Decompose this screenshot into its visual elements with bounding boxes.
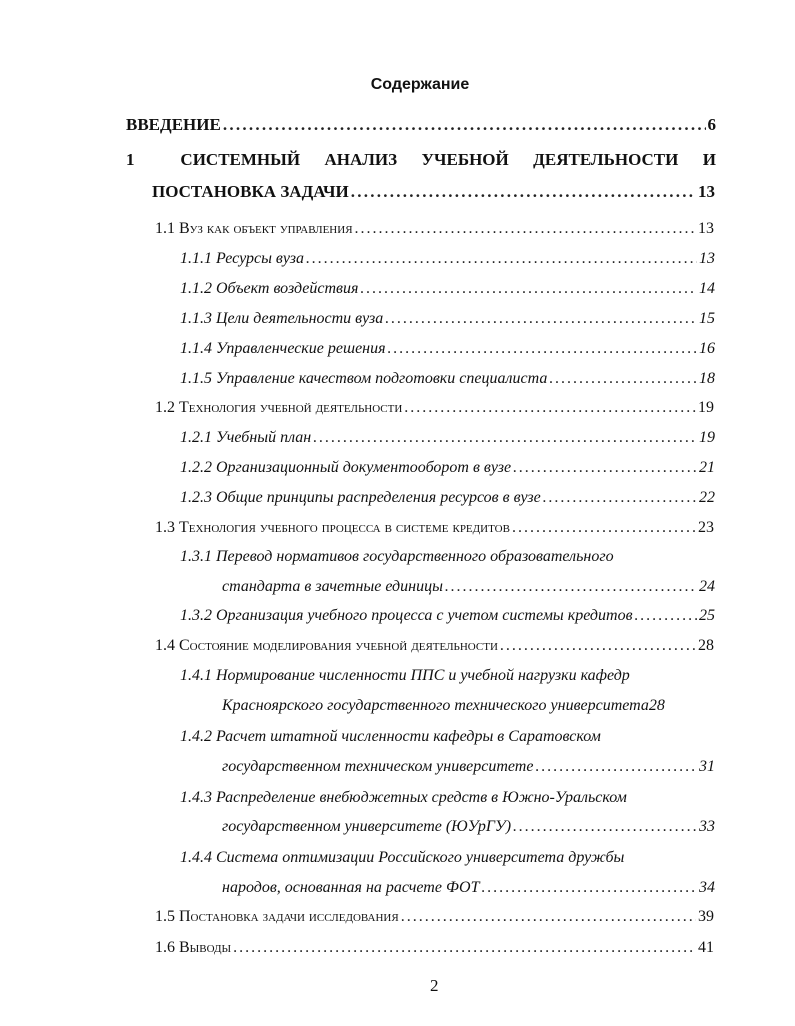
- toc-entry-page: 19: [698, 399, 714, 416]
- toc-entry-label: 1.2.1 Учебный план: [180, 429, 312, 446]
- toc-entry-label: 1.1 Вуз как объект управления: [155, 220, 353, 237]
- toc-entry-label: государственном техническом университете: [222, 758, 534, 775]
- chapter-word: СИСТЕМНЫЙ: [180, 150, 301, 169]
- toc-entry-1-4-3-line2[interactable]: [222, 817, 715, 837]
- toc-entry-label: 1.6 Выводы: [155, 939, 232, 956]
- toc-entry-1-4-1-line1[interactable]: 1.4.1 Нормирование численности ППС и учебной нагрузки кафедр: [180, 667, 630, 684]
- toc-entry-label: 1.2 Технология учебной деятельности: [155, 399, 403, 416]
- toc-entry-1-5[interactable]: [155, 907, 714, 927]
- leader-dots: [445, 577, 697, 597]
- toc-entry-page: 19: [699, 429, 715, 446]
- toc-entry-1-4-4-line2[interactable]: [222, 878, 715, 898]
- toc-entry-1-4-3-line1[interactable]: 1.4.3 Распределение внебюджетных средств в Южно-Уральском: [180, 789, 627, 806]
- leader-dots: [351, 182, 696, 202]
- toc-entry-1-1-3[interactable]: [180, 309, 715, 329]
- leader-dots: [513, 817, 697, 837]
- toc-entry-label: 1.2.2 Организационный документооборот в вузе: [180, 459, 512, 476]
- toc-entry-page: 24: [699, 578, 715, 595]
- toc-entry-1-6[interactable]: [155, 938, 714, 958]
- toc-entry-page: 28: [648, 697, 665, 714]
- toc-entry-1-4[interactable]: [155, 636, 714, 656]
- toc-entry-label: 1.5 Постановка задачи исследования: [155, 908, 399, 925]
- toc-entry-label: 1.1.2 Объект воздействия: [180, 280, 359, 297]
- chapter-word: УЧЕБНОЙ: [421, 150, 509, 169]
- toc-entry-1-2[interactable]: [155, 398, 714, 418]
- toc-entry-page: 15: [699, 310, 715, 327]
- toc-entry-1-4-1-line2[interactable]: [222, 696, 715, 716]
- leader-dots: [481, 878, 697, 898]
- toc-entry-1-4-2-line2[interactable]: [222, 757, 715, 777]
- chapter-word: АНАЛИЗ: [324, 150, 398, 169]
- toc-entry-label: 1.1.3 Цели деятельности вуза: [180, 310, 384, 327]
- leader-dots: [404, 398, 696, 418]
- toc-entry-label: 1.2.3 Общие принципы распределения ресурсов в вузе: [180, 489, 541, 506]
- toc-entry-page: 25: [699, 607, 715, 624]
- toc-entry-label: 1.1.4 Управленческие решения: [180, 340, 386, 357]
- toc-entry-1-4-4-line1[interactable]: 1.4.4 Система оптимизации Российского университета дружбы: [180, 849, 625, 866]
- toc-entry-1-1-5[interactable]: [180, 369, 715, 389]
- toc-entry-1-3-1-line1[interactable]: 1.3.1 Перевод нормативов государственного образовательного: [180, 548, 614, 565]
- leader-dots: [535, 757, 697, 777]
- leader-dots: [388, 339, 697, 359]
- toc-entry-label: государственном университете (ЮУрГУ): [222, 818, 512, 835]
- leader-dots: [223, 115, 706, 135]
- toc-entry-page: 6: [707, 115, 716, 134]
- toc-entry-label: 1.1.5 Управление качеством подготовки специалиста: [180, 370, 548, 387]
- toc-entry-1-3[interactable]: [155, 518, 714, 538]
- toc-entry-1-4-2-line1[interactable]: 1.4.2 Расчет штатной численности кафедры в Саратовском: [180, 728, 601, 745]
- toc-entry-page: 33: [699, 818, 715, 835]
- chapter-word: И: [702, 150, 716, 169]
- page-title: Содержание: [370, 76, 470, 93]
- leader-dots: [500, 636, 696, 656]
- leader-dots: [385, 309, 697, 329]
- leader-dots: [313, 428, 697, 448]
- chapter-word: ДЕЯТЕЛЬНОСТИ: [533, 150, 679, 169]
- toc-entry-label: 1.3 Технология учебного процесса в системе кредитов: [155, 519, 510, 536]
- toc-entry-introduction[interactable]: [126, 115, 716, 135]
- toc-entry-page: 21: [699, 459, 715, 476]
- leader-dots: [355, 219, 696, 239]
- toc-entry-page: 34: [699, 879, 715, 896]
- toc-entry-page: 13: [698, 220, 714, 237]
- toc-entry-page: 18: [699, 370, 715, 387]
- toc-entry-page: 13: [699, 250, 715, 267]
- toc-entry-1-2-2[interactable]: [180, 458, 715, 478]
- toc-entry-page: 31: [699, 758, 715, 775]
- toc-chapter-1-line2[interactable]: [152, 182, 715, 202]
- leader-dots: [635, 606, 697, 626]
- leader-dots: [512, 518, 696, 538]
- toc-entry-1-3-2[interactable]: [180, 606, 715, 626]
- toc-entry-label: Красноярского государственного технического университета: [222, 697, 649, 714]
- toc-entry-1-2-3[interactable]: [180, 488, 715, 508]
- toc-entry-page: 22: [699, 489, 715, 506]
- toc-entry-page: 13: [698, 182, 715, 201]
- toc-entry-1-1[interactable]: [155, 219, 714, 239]
- chapter-number: 1: [126, 150, 135, 169]
- toc-entry-label: 1.4 Состояние моделирования учебной деятельности: [155, 637, 498, 654]
- leader-dots: [513, 458, 697, 478]
- toc-entry-label: стандарта в зачетные единицы: [222, 578, 443, 595]
- toc-entry-label: 1.1.1 Ресурсы вуза: [180, 250, 304, 267]
- toc-entry-label: ПОСТАНОВКА ЗАДАЧИ: [152, 182, 349, 201]
- page-number: 2: [430, 976, 439, 995]
- toc-entry-1-1-2[interactable]: [180, 279, 715, 299]
- toc-entry-1-1-4[interactable]: [180, 339, 715, 359]
- leader-dots: [401, 907, 696, 927]
- toc-entry-page: 23: [698, 519, 714, 536]
- toc-entry-1-1-1[interactable]: [180, 249, 715, 269]
- toc-entry-page: 28: [698, 637, 714, 654]
- leader-dots: [549, 369, 697, 389]
- toc-entry-1-2-1[interactable]: [180, 428, 715, 448]
- toc-entry-page: 39: [698, 908, 714, 925]
- leader-dots: [306, 249, 697, 269]
- toc-entry-page: 14: [699, 280, 715, 297]
- leader-dots: [233, 938, 696, 958]
- leader-dots: [543, 488, 697, 508]
- toc-entry-1-3-1-line2[interactable]: [222, 577, 715, 597]
- toc-entry-label: народов, основанная на расчете ФОТ: [222, 879, 480, 896]
- toc-entry-label: ВВЕДЕНИЕ: [126, 115, 221, 134]
- leader-dots: [360, 279, 697, 299]
- toc-entry-page: 16: [699, 340, 715, 357]
- toc-chapter-1-heading[interactable]: [126, 150, 716, 170]
- toc-entry-label: 1.3.2 Организация учебного процесса с учетом системы кредитов: [180, 607, 633, 624]
- toc-entry-page: 41: [698, 939, 714, 956]
